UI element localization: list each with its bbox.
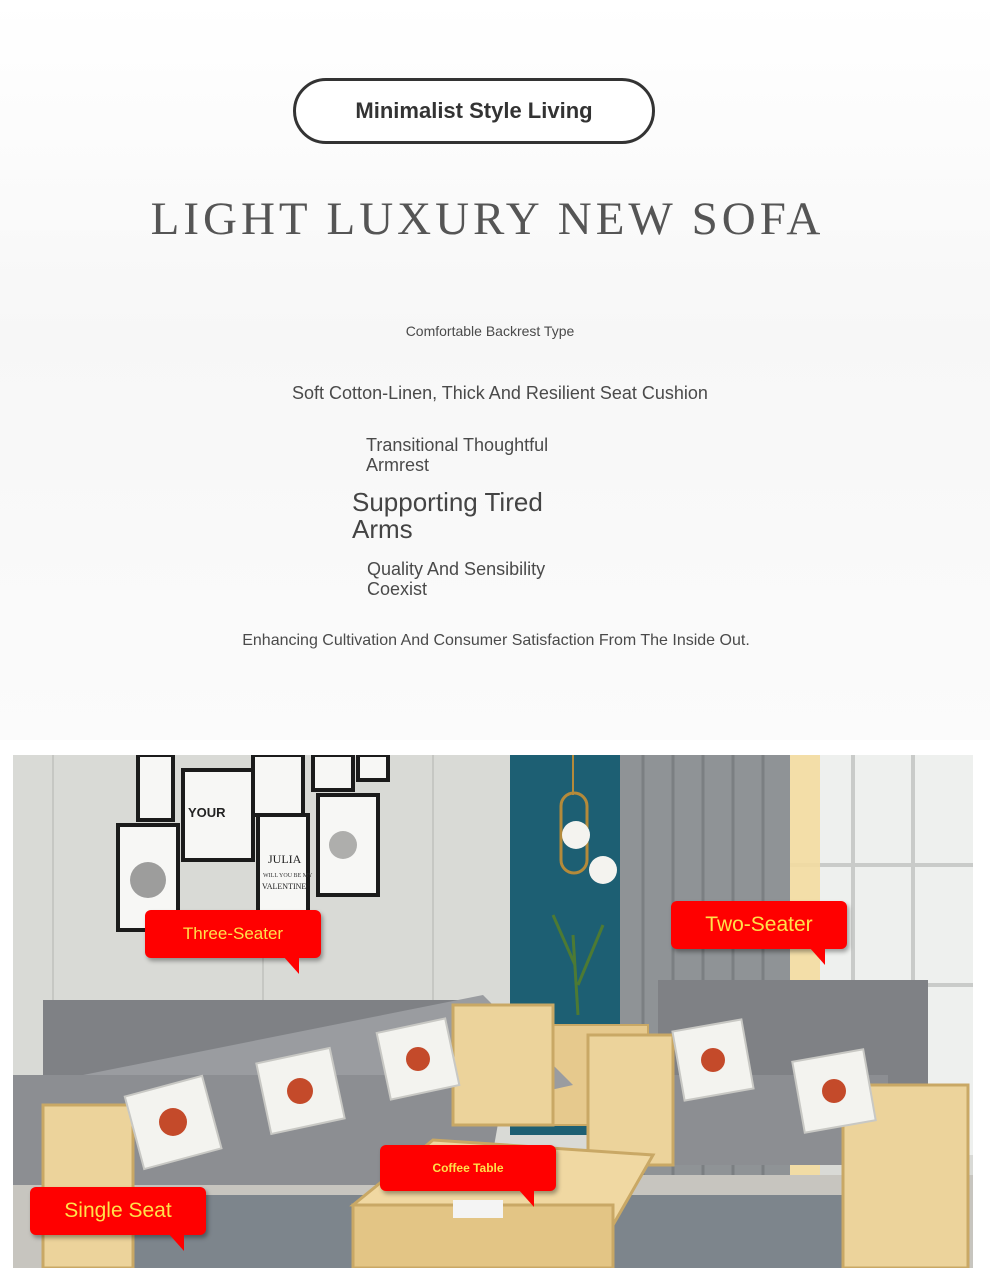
poster-your-text: YOUR	[188, 805, 226, 820]
callout-coffee-table: Coffee Table	[380, 1145, 556, 1191]
feature-cushion: Soft Cotton-Linen, Thick And Resilient Seat Cushion	[292, 383, 708, 403]
feature-satisfaction: Enhancing Cultivation And Consumer Satisfaction From The Inside Out.	[242, 632, 750, 649]
poster-julia-text: JULIA	[268, 852, 302, 866]
feature-armrest: Transitional Thoughtful Armrest	[366, 435, 549, 475]
callout-three-seater: Three-Seater	[145, 910, 321, 958]
page-title: LIGHT LUXURY NEW SOFA	[150, 193, 825, 245]
callout-single-seat: Single Seat	[30, 1187, 206, 1235]
style-badge: Minimalist Style Living	[293, 78, 655, 144]
feature-arms: Supporting Tired Arms	[352, 487, 543, 544]
poster-valentine-text: VALENTINE?	[262, 882, 310, 891]
poster-julia-sub-text: WILL YOU BE MY	[263, 873, 313, 879]
feature-quality: Quality And Sensibility Coexist	[367, 559, 546, 599]
callout-two-seater: Two-Seater	[671, 901, 847, 949]
sofa-product-photo	[13, 755, 973, 1268]
feature-backrest: Comfortable Backrest Type	[405, 323, 575, 339]
